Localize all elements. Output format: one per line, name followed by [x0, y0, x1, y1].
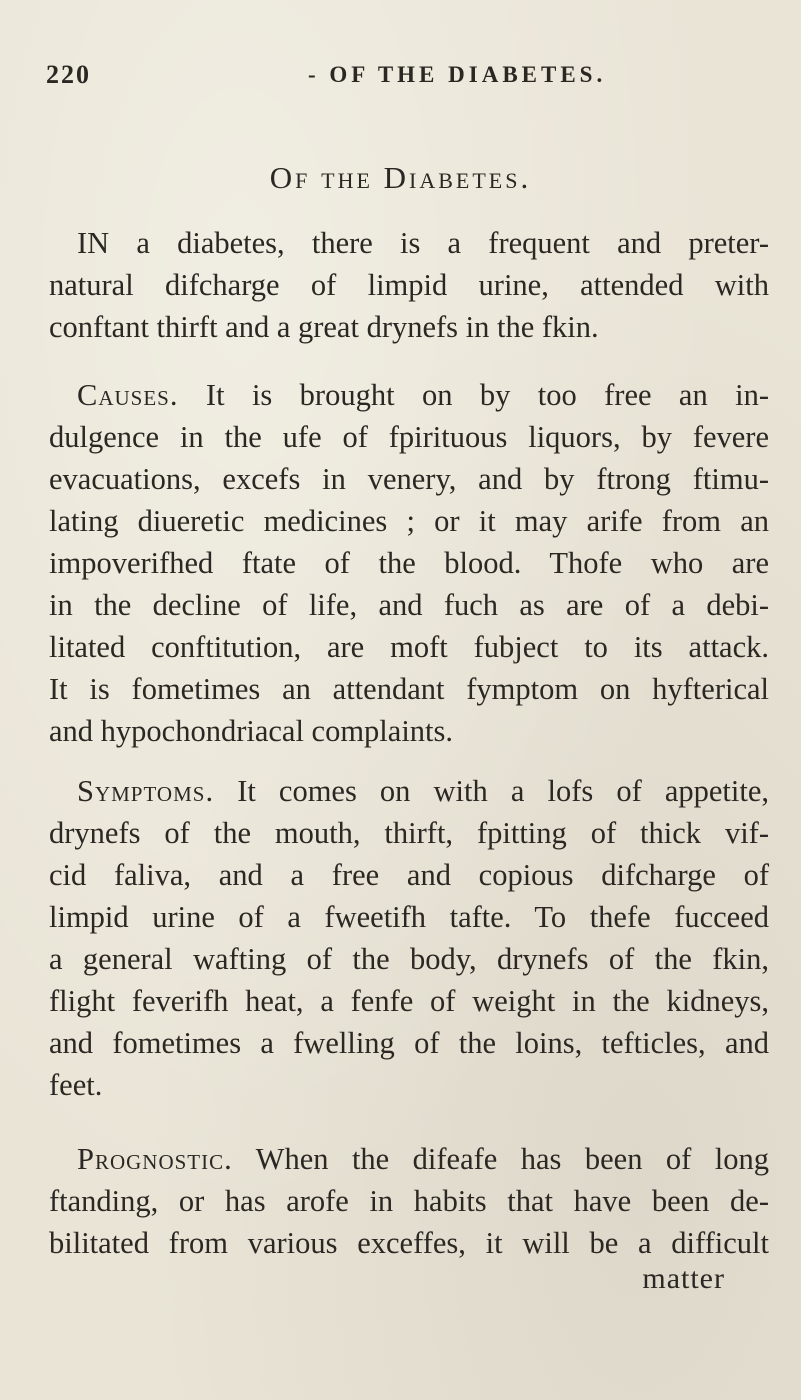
catchword: matter — [642, 1262, 725, 1295]
causes-paragraph — [49, 374, 769, 752]
intro-paragraph — [49, 222, 769, 348]
causes-first-line-text: It is brought on by too free an in- — [205, 378, 769, 412]
symptoms-line: cid faliva, and a free and copious difcharge of — [49, 858, 769, 892]
symptoms-line: and fometimes a fwelling of the loins, tefticles, and — [49, 1026, 769, 1060]
causes-line: lating diueretic medicines ; or it may arife from an — [49, 504, 769, 538]
prognostic-first-line — [49, 1138, 769, 1180]
causes-label: Causes. — [77, 378, 179, 412]
prognostic-paragraph — [49, 1138, 769, 1264]
intro-line: natural difcharge of limpid urine, attended with — [49, 268, 769, 302]
running-head — [46, 60, 766, 100]
causes-line: litated conftitution, are moft fubject to its attack. — [49, 630, 769, 664]
causes-line: and hypochondriacal complaints. — [49, 714, 454, 748]
intro-line: IN a diabetes, there is a frequent and preter- — [77, 226, 769, 260]
causes-first-line — [49, 374, 769, 416]
causes-line: dulgence in the ufe of fpirituous liquors, by fevere — [49, 420, 769, 454]
section-heading-text: Of the Diabetes. — [269, 160, 532, 195]
causes-line: in the decline of life, and fuch as are of a debi- — [49, 588, 769, 622]
page-number: 220 — [46, 60, 91, 89]
causes-line: impoverifhed ftate of the blood. Thofe who are — [49, 546, 769, 580]
running-title: - OF THE DIABETES. — [308, 62, 607, 87]
section-heading — [0, 160, 801, 196]
symptoms-line: feet. — [49, 1068, 103, 1102]
symptoms-label: Symptoms. — [77, 774, 215, 808]
symptoms-first-line — [49, 770, 769, 812]
prognostic-line: bilitated from various exceffes, it will be a difficult — [49, 1226, 769, 1260]
symptoms-line: drynefs of the mouth, thirft, fpitting of thick vif- — [49, 816, 769, 850]
prognostic-first-line-text: When the difeafe has been of long — [255, 1142, 769, 1176]
causes-line: It is fometimes an attendant fymptom on hyfterical — [49, 672, 769, 706]
symptoms-first-line-text: It comes on with a lofs of appetite, — [237, 774, 769, 808]
prognostic-label: Prognostic. — [77, 1142, 233, 1176]
symptoms-paragraph — [49, 770, 769, 1106]
causes-line: evacuations, excefs in venery, and by ftrong ftimu- — [49, 462, 769, 496]
symptoms-line: limpid urine of a fweetifh tafte. To thefe fucceed — [49, 900, 769, 934]
symptoms-line: a general wafting of the body, drynefs of the fkin, — [49, 942, 769, 976]
intro-line: conftant thirft and a great drynefs in the fkin. — [49, 310, 599, 344]
prognostic-line: ftanding, or has arofe in habits that have been de- — [49, 1184, 769, 1218]
symptoms-line: flight feverifh heat, a fenfe of weight in the kidneys, — [49, 984, 769, 1018]
